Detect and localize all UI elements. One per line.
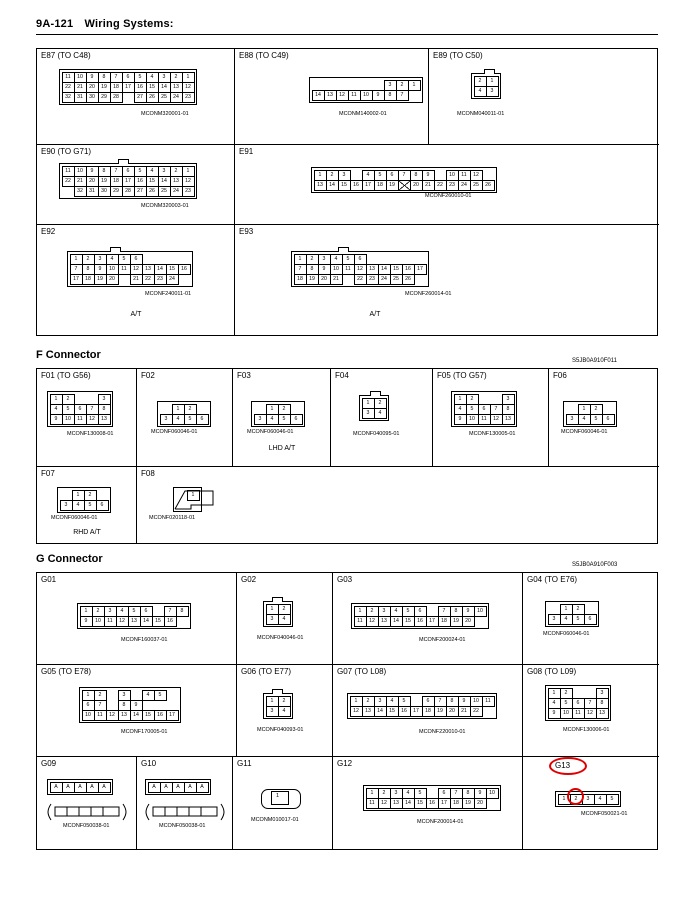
connector-cell-g11 (233, 757, 333, 850)
connector-cell-e93: E93 1 2 3 4 5 6 7 8 9 10 11 12 13 14 15 16 17 18 19 20 21 22 23 24 25 26 MCONF260014-01 A/T (235, 225, 659, 336)
connector-label: F08 (141, 469, 155, 478)
connector-label: G02 (241, 575, 257, 584)
connector-cell-f06: F06 1 2 3 4 5 6 MCONF060046-01 (549, 369, 659, 467)
connector-cell-g06: G06 (TO E77) 1 2 3 4 MCONF040093-01 (237, 665, 333, 757)
page-title: Wiring Systems: (84, 18, 174, 30)
highlight-circle-pin2 (567, 788, 584, 805)
connector-cell-f05: F05 (TO G57) 1 2 3 4 5 6 7 8 9 10 11 12 13 MCONF130005-01 (433, 369, 549, 467)
part-number: MCONF200024-01 (419, 637, 466, 643)
header-rule (36, 34, 658, 35)
part-number: MCONF130006-01 (563, 727, 610, 733)
part-number: MCONM040011-01 (457, 111, 505, 117)
part-number: MCONF060046-01 (561, 429, 608, 435)
connector-label: F04 (335, 371, 349, 380)
connector-label: E92 (41, 227, 56, 236)
connector-label: G09 (41, 759, 57, 768)
part-number: MCONM320001-01 (141, 111, 189, 117)
connector-cell-e90: E90 (TO G71) 11 10 9 8 7 6 5 4 3 2 1 22 21 20 19 18 17 16 15 14 13 12 32 31 30 29 28 27 26 25 24 23 MCONM320003-01 (37, 145, 235, 225)
connector-note: A/T (369, 311, 381, 318)
connector-cell-g09: G09 A A A A A MCONF050038-01 (37, 757, 137, 850)
section-code-g: S5JB0A910F003 (572, 562, 618, 568)
connector-label: G04 (TO E76) (527, 575, 578, 584)
connector-label: G13 (555, 761, 571, 770)
connector-label: F03 (237, 371, 251, 380)
connector-cell-e92: E92 1 2 3 4 5 6 7 8 9 10 11 12 13 14 15 16 17 18 19 20 21 22 23 24 MCONF240011-01 A/T (37, 225, 235, 336)
connector-label: G10 (141, 759, 157, 768)
part-number: MCONF130008-01 (67, 431, 114, 437)
part-number: MCONF040095-01 (353, 431, 400, 437)
part-number: MCONF050038-01 (159, 823, 206, 829)
connector-label: E87 (TO C48) (41, 51, 91, 60)
connector-cell-g08: G08 (TO L09) 1 2 3 4 5 6 7 8 9 10 11 12 13 MCONF130006-01 (523, 665, 659, 757)
part-number: MCONF060046-01 (51, 515, 98, 521)
part-number: MCONF160037-01 (121, 637, 168, 643)
connector-label: G12 (337, 759, 353, 768)
connector-cell-g10: G10 A A A A A MCONF050038-01 (137, 757, 233, 850)
connector-label: E88 (TO C49) (239, 51, 289, 60)
connector-cell-g02: G02 1 2 3 4 MCONF040046-01 (237, 573, 333, 665)
part-number: MCONF170005-01 (121, 729, 168, 735)
part-number: MCONF050038-01 (63, 823, 110, 829)
connector-label: G05 (TO E78) (41, 667, 92, 676)
connector-cell-g01: G01 1 2 3 4 5 6 7 8 9 10 11 12 13 14 15 16 MCONF160037-01 (37, 573, 237, 665)
connector-label: F06 (553, 371, 567, 380)
g-connector-block (36, 572, 658, 850)
section-title-f: F Connector (36, 349, 101, 361)
connector-label: E90 (TO G71) (41, 147, 92, 156)
part-number: MCONF040046-01 (257, 635, 304, 641)
connector-cell-f03: F03 1 2 3 4 5 6 MCONF060046-01 LHD A/T (233, 369, 331, 467)
connector-cell-g05: G05 (TO E78) 1 2 3 4 5 6 7 8 9 10 11 12 13 14 15 16 17 MCONF170005-01 (37, 665, 237, 757)
connector-label: E93 (239, 227, 254, 236)
connector-label: G01 (41, 575, 57, 584)
part-number: MCONF060046-01 (247, 429, 294, 435)
terminal-shape-icon (47, 802, 127, 822)
section-title-g: G Connector (36, 553, 103, 565)
connector-label: G03 (337, 575, 353, 584)
part-number: MCONF040093-01 (257, 727, 304, 733)
part-number: MCONF260010-01 (425, 193, 472, 199)
section-code-f: S5JB0A910F011 (572, 358, 617, 364)
connector-label: G11 (237, 759, 252, 768)
part-number: MCONF050021-01 (581, 811, 628, 817)
e-connector-block (36, 48, 658, 336)
f-connector-block (36, 368, 658, 544)
part-number: MCONF200014-01 (417, 819, 464, 825)
connector-label: F05 (TO G57) (437, 371, 487, 380)
terminal-shape-icon (145, 802, 225, 822)
page-number: 9A-121 (36, 18, 74, 30)
part-number: MCONF060046-01 (151, 429, 198, 435)
connector-cell-f04: F04 1 2 3 4 MCONF040095-01 (331, 369, 433, 467)
connector-note: RHD A/T (73, 529, 101, 536)
connector-note: A/T (130, 311, 142, 318)
part-number: MCONF020118-01 (149, 515, 196, 521)
connector-note: LHD A/T (268, 445, 296, 452)
connector-cell-f07: F07 1 2 3 4 5 6 MCONF060046-01 RHD A/T (37, 467, 137, 544)
connector-cell-e89: E89 (TO C50) 2 1 4 3 MCONM040011-01 (429, 49, 659, 145)
connector-cell-f02: F02 1 2 3 4 5 6 MCONF060046-01 (137, 369, 233, 467)
connector-cell-e88: E88 (TO C49) 3 2 1 14 13 12 11 10 9 8 7 MCONM140002-01 (235, 49, 429, 145)
part-number: MCONF220010-01 (419, 729, 466, 735)
part-number: MCONF060046-01 (543, 631, 590, 637)
connector-label: G08 (TO L09) (527, 667, 577, 676)
connector-label: F01 (TO G56) (41, 371, 91, 380)
connector-outline: 1 (261, 789, 301, 809)
part-number: MCONM010017-01 (251, 817, 299, 823)
connector-label: G07 (TO L08) (337, 667, 387, 676)
highlight-oval-g13 (549, 757, 587, 775)
part-number: MCONM320003-01 (141, 203, 189, 209)
connector-cell-g12: G12 1 2 3 4 5 6 7 8 9 10 11 12 13 14 15 16 17 18 19 20 MCONF200014-01 (333, 757, 523, 850)
page-header (36, 18, 174, 30)
part-number: MCONM140002-01 (339, 111, 387, 117)
connector-label: F07 (41, 469, 55, 478)
connector-outline-icon (173, 487, 219, 513)
connector-label: F02 (141, 371, 155, 380)
connector-cell-e87: E87 (TO C48) 11 10 9 8 7 6 5 4 3 2 1 22 21 20 19 18 17 16 15 14 13 12 32 31 30 29 28 27 26 25 24 23 MCONM320001-01 (37, 49, 235, 145)
connector-cell-g03: G03 1 2 3 4 5 6 7 8 9 10 11 12 13 14 15 16 17 18 19 20 MCONF200024-01 (333, 573, 523, 665)
connector-label: E91 (239, 147, 254, 156)
connector-label: E89 (TO C50) (433, 51, 483, 60)
part-number: MCONF240011-01 (145, 291, 192, 297)
connector-cell-f08: F08 1 MCONF020118-01 (137, 467, 659, 544)
connector-label: G06 (TO E77) (241, 667, 292, 676)
connector-cell-e91: E91 1 2 3 4 5 6 7 8 9 10 11 12 13 14 15 16 17 18 19 20 21 22 23 24 25 26 MCONF260010-01 (235, 145, 659, 225)
connector-cell-g13: G13 1 2 3 4 5 MCONF050021-01 (523, 757, 659, 850)
connector-cell-f01: F01 (TO G56) 1 2 3 4 5 6 7 8 9 10 11 12 13 MCONF130008-01 (37, 369, 137, 467)
connector-cell-g07: G07 (TO L08) 1 2 3 4 5 6 7 8 9 10 11 12 13 14 15 16 17 18 19 20 21 22 MCONF220010-01 (333, 665, 523, 757)
part-number: MCONF260014-01 (405, 291, 452, 297)
connector-cell-g04: G04 (TO E76) 1 2 3 4 5 6 MCONF060046-01 (523, 573, 659, 665)
part-number: MCONF130005-01 (469, 431, 516, 437)
